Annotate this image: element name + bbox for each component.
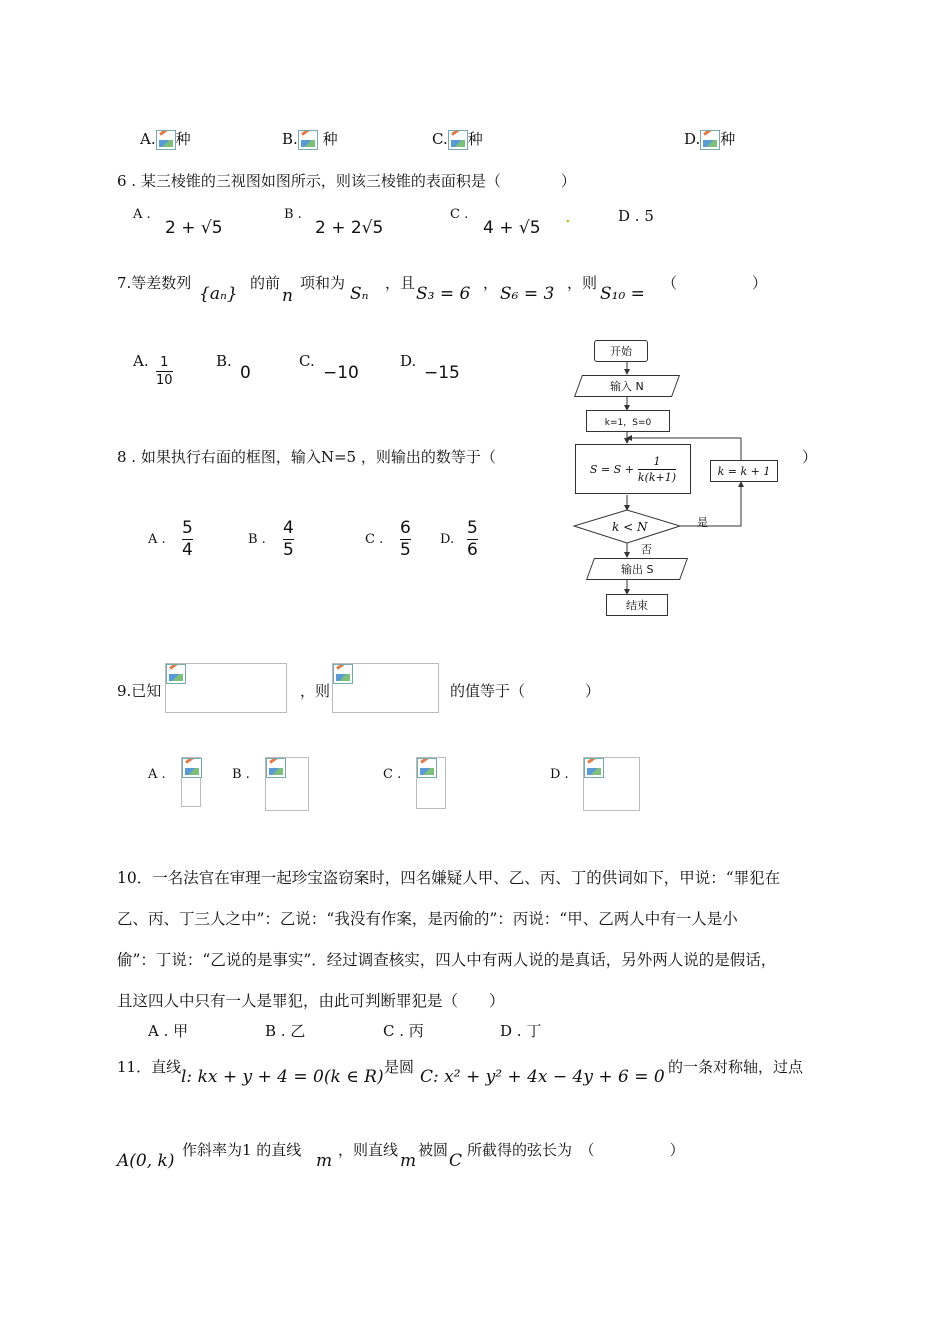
q8-b-fraction: $\frac{4}{5}$	[283, 518, 294, 560]
q9-a-image	[181, 757, 201, 807]
q8-a-fraction: $\frac{5}{4}$	[182, 518, 193, 560]
broken-image-icon	[584, 758, 604, 778]
q7-sequence: {aₙ}	[199, 284, 238, 304]
q7-b-label: B.	[216, 352, 232, 370]
q9-d-image	[583, 757, 640, 811]
q7-d-label: D.	[400, 352, 417, 370]
q11-text-5: ，则直线	[338, 1141, 399, 1159]
q10-option-d: D . 丁	[500, 1022, 542, 1040]
q9-text-1: 9.已知	[117, 682, 162, 700]
q10-line-2: 乙、丙、丁三人之中”：乙说：“我没有作案，是丙偷的”：丙说：“甲、乙两人中有一人是小	[117, 910, 738, 928]
q10-stem	[117, 858, 780, 1022]
q11-c: C	[449, 1151, 463, 1171]
q7-text-4: ，且	[385, 274, 416, 292]
q8-stem: 8 . 如果执行右面的框图，输入N=5 ，则输出的数等于（	[117, 448, 496, 466]
q7-s3: S₃ = 6	[416, 284, 471, 304]
q9-text-3: 的值等于（ ）	[450, 682, 601, 700]
broken-image-icon	[417, 758, 437, 778]
q7-text-5: ，则	[567, 274, 598, 292]
q11-point: A(0, k)	[117, 1151, 175, 1171]
q8-a-label: A .	[148, 532, 166, 547]
q5-option-b: B. 种	[282, 130, 338, 148]
q7-paren: （ ）	[662, 274, 768, 292]
q10-option-c: C . 丙	[383, 1022, 424, 1040]
q9-c-label: C .	[383, 767, 402, 782]
flow-output: 输出 S	[586, 558, 688, 580]
q11-text-3: 的一条对称轴，过点	[668, 1058, 804, 1076]
q10-option-a: A . 甲	[148, 1022, 189, 1040]
q9-b-label: B .	[232, 767, 250, 782]
q10-line-3: 偷”：丁说：“乙说的是事实”．经过调查核实，四人中有两人说的是真话，另外两人说的是假话，	[117, 951, 777, 969]
q9-b-image	[265, 757, 309, 811]
q7-text-2: 的前	[250, 274, 281, 292]
q6-c-value: 4 + √5	[483, 218, 541, 238]
q5-option-a: A. 种	[140, 130, 191, 148]
q10-line-1: 10．一名法官在审理一起珍宝盗窃案时，四名嫌疑人甲、乙、丙、丁的供词如下，甲说：“罪犯在	[117, 869, 781, 887]
q11-text-7: 所截得的弦长为 （ ）	[467, 1141, 685, 1159]
q10-line-4: 且这四人中只有一人是罪犯，由此可判断罪犯是（ ）	[117, 992, 505, 1010]
q9-image-2	[332, 663, 439, 713]
q6-stem: 6 . 某三棱锥的三视图如图所示，则该三棱锥的表面积是（ ）	[117, 172, 576, 190]
q9-text-2: ，则	[300, 682, 331, 700]
q9-image-1	[165, 663, 287, 713]
q11-text-4: 作斜率为1 的直线	[182, 1141, 302, 1159]
flow-condition: k < N	[612, 520, 648, 534]
broken-image-icon	[182, 758, 202, 778]
q11-text-2: 是圆	[384, 1058, 415, 1076]
q8-d-fraction: $\frac{5}{6}$	[467, 518, 478, 560]
flow-yes: 是	[697, 516, 708, 529]
q10-option-b: B . 乙	[265, 1022, 306, 1040]
q7-c-label: C.	[299, 352, 315, 370]
flow-start: 开始	[594, 340, 648, 362]
q7-sn: Sₙ	[350, 284, 369, 304]
broken-image-icon	[298, 130, 318, 150]
broken-image-icon	[448, 130, 468, 150]
q7-a-fraction: $\frac{1}{10}$	[156, 355, 173, 388]
q8-b-label: B .	[248, 532, 266, 547]
broken-image-icon	[156, 130, 176, 150]
q8-c-label: C .	[365, 532, 384, 547]
q11-text-1: 11．直线	[117, 1058, 182, 1076]
broken-image-icon	[333, 664, 353, 684]
q6-b-label: B .	[284, 207, 302, 222]
broken-image-icon	[700, 130, 720, 150]
q7-c-value: −10	[323, 363, 359, 383]
q8-close-paren: ）	[802, 448, 818, 466]
q7-a-label: A.	[133, 352, 149, 370]
q11-m-1: m	[316, 1151, 333, 1171]
q9-a-label: A .	[148, 767, 166, 782]
q8-c-fraction: $\frac{6}{5}$	[400, 518, 411, 560]
q11-line-equation: l: kx + y + 4 = 0(k ∈ R)	[181, 1067, 384, 1087]
q5-option-d: D. 种	[684, 130, 736, 148]
q7-s10: S₁₀ =	[600, 284, 645, 304]
flow-init: k=1，S=0	[586, 410, 670, 432]
stray-dot: .	[565, 206, 571, 227]
q9-c-image	[416, 757, 446, 809]
flow-no: 否	[641, 543, 652, 556]
q7-s6: S₆ = 3	[500, 284, 555, 304]
flow-increment: k = k + 1	[710, 460, 778, 482]
q7-n: n	[282, 286, 293, 306]
q7-text-1: 7.等差数列	[117, 274, 192, 292]
q5-option-c: C. 种	[432, 130, 483, 148]
q6-c-label: C .	[450, 207, 469, 222]
q11-m-2: m	[400, 1151, 417, 1171]
q6-d-option: D . 5	[618, 207, 654, 225]
broken-image-icon	[266, 758, 286, 778]
q7-text-3: 项和为	[300, 274, 346, 292]
q7-d-value: −15	[424, 363, 460, 383]
flow-sum: S = S + $\frac{1}{k(k+1)}$	[575, 444, 691, 494]
q9-d-label: D .	[550, 767, 569, 782]
q6-b-value: 2 + 2√5	[315, 218, 384, 238]
flow-input: 输入 N	[574, 375, 680, 397]
q7-b-value: 0	[240, 363, 251, 383]
q6-a-value: 2 + √5	[165, 218, 223, 238]
q11-text-6: 被圆	[418, 1141, 449, 1159]
q6-a-label: A .	[133, 207, 151, 222]
q8-d-label: D.	[440, 532, 455, 547]
broken-image-icon	[166, 664, 186, 684]
q7-comma: ，	[483, 274, 499, 292]
flow-end: 结束	[606, 594, 668, 616]
q11-circle-equation: C: x² + y² + 4x − 4y + 6 = 0	[420, 1067, 665, 1087]
